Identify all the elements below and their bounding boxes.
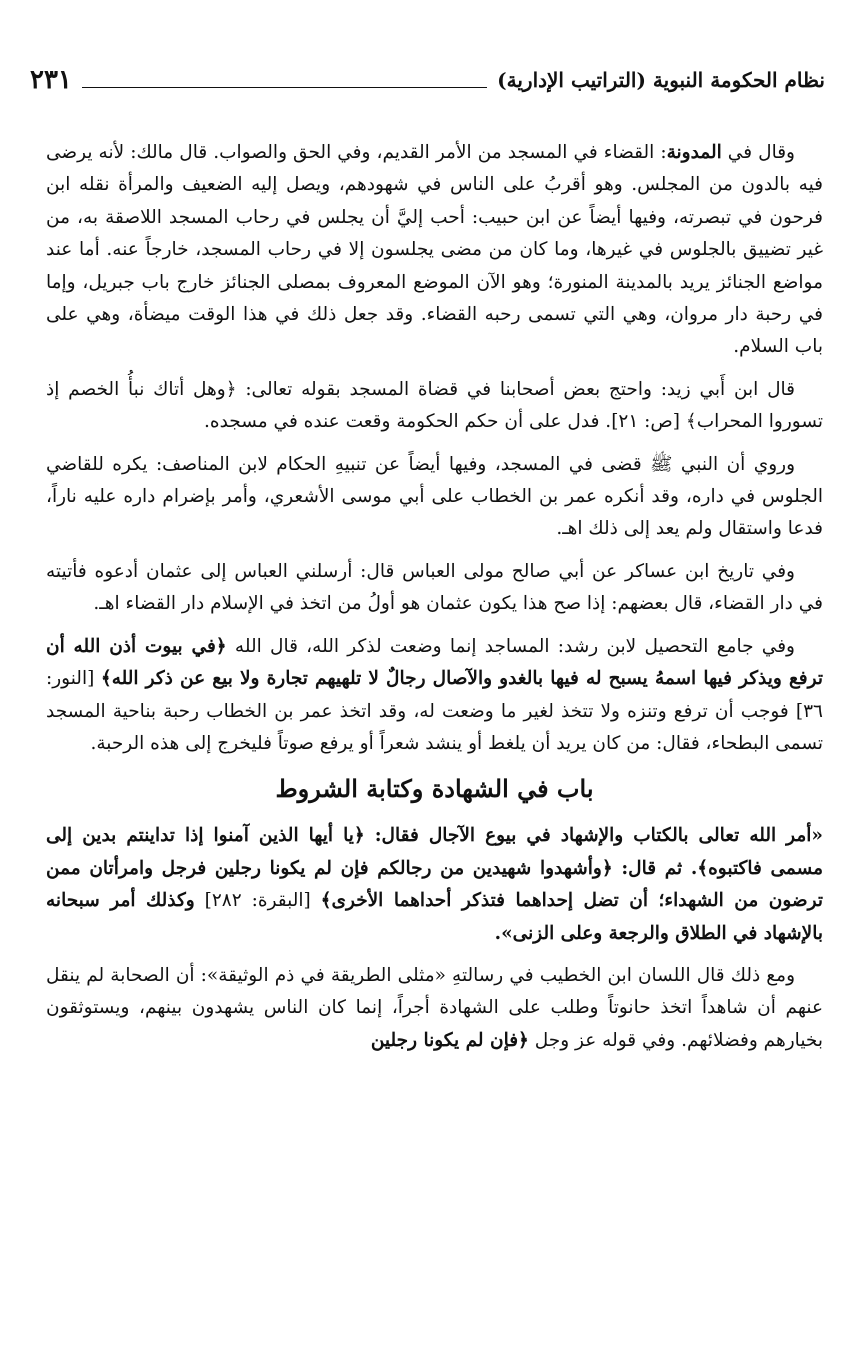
page-number: ٢٣١ [30, 65, 72, 95]
section-heading: باب في الشهادة وكتابة الشروط [275, 774, 594, 804]
paragraph-2: قال ابن أَبي زيد: واحتج بعض أصحابنا في قضاة المسجد بقوله تعالى: ﴿وهل أتاك نبأُ الخصم إذ تسوروا المحراب﴾ [ص: ٢١]. فدل على أن حكم الحكومة وقعت عنده في مسجده. [46, 378, 823, 433]
running-title: نظام الحكومة النبوية (التراتيب الإدارية) [497, 68, 825, 92]
page-header [30, 58, 825, 98]
paragraph-1-bold: المدونة [666, 142, 722, 163]
paragraph-7-verse: ﴿فإن لم يكونا رجلين [370, 1029, 529, 1051]
paragraph-5-text-c: [النور: ٣٦] فوجب أن ترفع وتنزه ولا تتخذ لغير ما وضعت له، وقد اتخذ عمر بن الخطاب رحبة بناحية المسجد تسمى البطحاء، فقال: من كان يريد أن يلغط أو ينشد شعراً أو يرفع صوتاً فليخرج إلى هذه الرحبة. [46, 668, 823, 754]
body-text [46, 137, 823, 1067]
header-rule [82, 87, 487, 88]
paragraph-7-text-a: ومع ذلك قال اللسان ابن الخطيب في رسالتهِ «مثلى الطريقة في ذم الوثيقة»: أن الصحابة لم ينقل عنهم أن شاهداً اتخذ حانوتاً وطلب على الشهادة أجراً، إنما كان الناس يشهدون بينهم، ويستوثقون بخيارهم وفضلائهم. وفي قوله عز وجل [46, 964, 823, 1051]
paragraph-7 [46, 960, 823, 1057]
paragraph-1-text-a: وقال في [721, 142, 795, 163]
paragraph-6 [46, 820, 823, 950]
paragraph-3: وروي أن النبي ﷺ قضى في المسجد، وفيها أيضاً عن تنبيهِ الحكام لابن المناصف: يكره للقاضي الجلوس في داره، وقد أنكره عمر بن الخطاب على أبي موسى الأشعري، وأمر بإضرام داره عليه ناراً، فدعا واستقال ولم يعد إلى ذلك اهـ. [46, 453, 823, 540]
paragraph-5-text-a: وفي جامع التحصيل لابن رشد: المساجد إنما وضعت لذكر الله، قال الله [226, 635, 795, 657]
paragraph-6-quote: «أمر الله تعالى بالكتاب والإشهاد في بيوع الآجال فقال: ﴿يا أيها الذين آمنوا إذا تداينتم بدين إلى مسمى فاكتبوه﴾. ثم قال: ﴿وأشهدوا شهيدين من رجالكم فإن لم يكونا رجلين فرجل وامرأتان ممن ترضون من الشهداء؛ أن تضل إحداهما فتذكر أحداهما الأخرى﴾ [46, 825, 823, 912]
paragraph-1-text-c: : القضاء في المسجد من الأمر القديم، وفي الحق والصواب. قال مالك: لأنه يرضى فيه بالدون من المجلس. وهو أقربُ على الناس في شهودهم، ويصل إليه الضعيف والمرأة نقله ابن فرحون في تبصرته، وفيها أيضاً عن ابن حبيب: أحب إليَّ أن يجلس في رحاب المسجد اللاصقة به، من غير تضييق بالجلوس في غيرها، وما كان من مضى يجلسون إلا في رحاب المسجد، خارجاً عنه. أما عند مواضع الجنائز يريد بالمدينة المنورة؛ وهو الآن الموضع المعروف بمصلى الجنائز خارج باب جبريل، وإما في رحبة دار مروان، وهي التي تسمى رحبه القضاء. وقد جعل ذلك في هذا الوقت ميضأة، وهي على باب السلام. [46, 142, 823, 358]
paragraph-5 [46, 631, 823, 761]
paragraph-5-verse: ﴿في بيوت أذن الله أن ترفع ويذكر فيها اسمهُ يسبح له فيها بالغدو والآصال رجالٌ لا تلهيهم تجارة ولا بيع عن ذكر الله﴾ [46, 635, 824, 690]
paragraph-6-citation: [البقرة: ٢٨٢] [194, 890, 321, 912]
paragraph-1 [46, 137, 823, 364]
paragraph-6-quote-end: وكذلك أمر سبحانه بالإشهاد في الطلاق والرجعة وعلى الزنى». [46, 890, 823, 944]
paragraph-4: وفي تاريخ ابن عساكر عن أبي صالح مولى العباس قال: أرسلني العباس إلى عثمان أدعوه فأتيته في دار القضاء، قال بعضهم: إذا صح هذا يكون عثمان هو أولُ من اتخذ في الإسلام دار القضاء اهـ. [46, 560, 823, 615]
